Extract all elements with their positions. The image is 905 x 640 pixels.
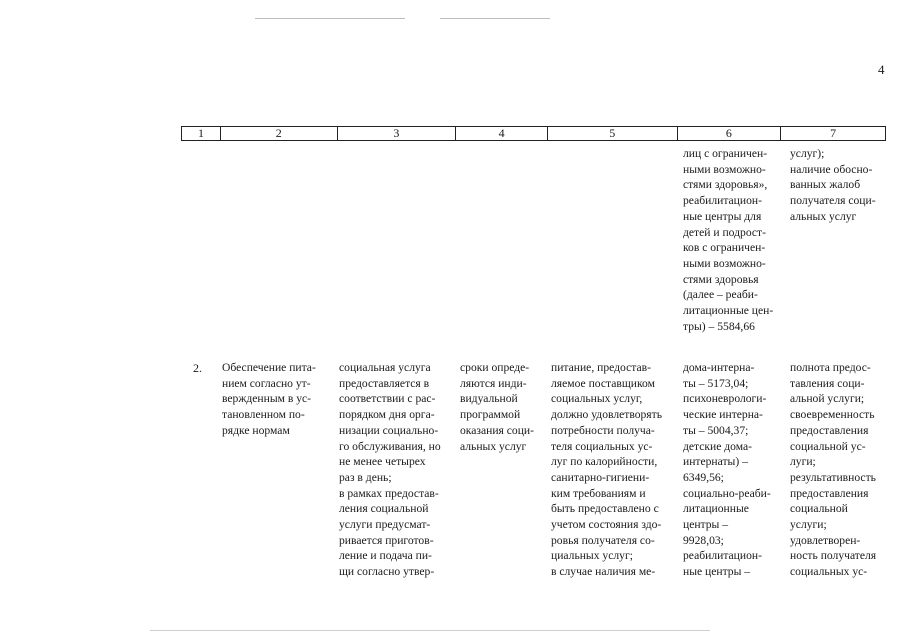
text-line: 9928,03; bbox=[683, 533, 724, 547]
text-line: ные центры для bbox=[683, 209, 762, 223]
text-line: порядком дня орга- bbox=[339, 408, 435, 422]
text-line: литационные bbox=[683, 502, 749, 516]
text-line: результативность bbox=[790, 470, 876, 484]
text-line: альной услуги; bbox=[790, 392, 865, 406]
header-cell-2: 2 bbox=[221, 127, 338, 140]
text-line: циальных услуг; bbox=[551, 549, 633, 563]
text-line: ровья получателя со- bbox=[551, 533, 655, 547]
text-line: альных услуг bbox=[790, 209, 857, 223]
text-line: ты – 5173,04; bbox=[683, 376, 749, 390]
text-line: го обслуживания, но bbox=[339, 439, 441, 453]
text-line: психоневрологи- bbox=[683, 392, 767, 406]
continuation-col6 bbox=[683, 146, 781, 334]
page-number: 4 bbox=[878, 62, 885, 77]
text-line: интернаты) – bbox=[683, 455, 748, 469]
text-line: луги; bbox=[790, 455, 816, 469]
text-line: ления социальной bbox=[339, 502, 429, 516]
text-line: соответствии с рас- bbox=[339, 392, 436, 406]
text-line: Обеспечение пита- bbox=[222, 361, 316, 374]
header-cell-3: 3 bbox=[338, 127, 457, 140]
text-line: раз в день; bbox=[339, 470, 392, 484]
text-line: санитарно-гигиени- bbox=[551, 470, 650, 484]
text-line: сроки опреде- bbox=[460, 361, 530, 374]
text-line: социальных ус- bbox=[790, 565, 868, 579]
text-line: полнота предос- bbox=[790, 361, 871, 374]
text-line: тавления соци- bbox=[790, 376, 865, 390]
text-line: луг по калорийности, bbox=[551, 455, 658, 469]
text-line: предоставления bbox=[790, 423, 869, 437]
text-line: стями здоровья», bbox=[683, 178, 768, 192]
row2-col5-standards bbox=[551, 360, 674, 580]
text-line: социально-реаби- bbox=[683, 486, 771, 500]
text-line: детские дома- bbox=[683, 439, 753, 453]
text-line: низации социально- bbox=[339, 423, 439, 437]
text-line: щи согласно утвер- bbox=[339, 565, 435, 579]
text-line: рядке нормам bbox=[222, 423, 290, 437]
text-line: литационные цен- bbox=[683, 304, 774, 318]
text-line: ление и подача пи- bbox=[339, 549, 432, 563]
row2-col4-terms bbox=[460, 360, 544, 454]
row2-col7-quality-indicators bbox=[790, 360, 887, 580]
text-line: социальная услуга bbox=[339, 361, 431, 374]
continuation-col7 bbox=[790, 146, 887, 225]
text-line: видуальной bbox=[460, 392, 518, 406]
header-cell-5: 5 bbox=[548, 127, 678, 140]
text-line: тры) – 5584,66 bbox=[683, 319, 755, 333]
text-line: стями здоровья bbox=[683, 272, 759, 286]
header-cell-4: 4 bbox=[456, 127, 548, 140]
text-line: учетом состояния здо- bbox=[551, 518, 662, 532]
text-line: лиц с ограничен- bbox=[683, 147, 768, 160]
text-line: ными возможно- bbox=[683, 256, 766, 270]
text-line: дома-интерна- bbox=[683, 361, 755, 374]
text-line: программой bbox=[460, 408, 521, 422]
text-line: (далее – реаби- bbox=[683, 288, 758, 302]
text-line: ков с ограничен- bbox=[683, 241, 766, 255]
text-line: вержденным в ус- bbox=[222, 392, 312, 406]
row-number: 2. bbox=[193, 361, 202, 375]
text-line: питание, предостав- bbox=[551, 361, 651, 374]
text-line: получателя соци- bbox=[790, 194, 876, 208]
scan-artifact-bottom bbox=[150, 630, 710, 631]
row2-col3-description bbox=[339, 360, 451, 580]
text-line: ляются инди- bbox=[460, 376, 527, 390]
text-line: потребности получа- bbox=[551, 423, 655, 437]
text-line: ванных жалоб bbox=[790, 178, 861, 192]
text-line: предоставления bbox=[790, 486, 869, 500]
text-line: удовлетворен- bbox=[790, 533, 861, 547]
scan-artifact-top-2 bbox=[440, 18, 550, 19]
header-cell-7: 7 bbox=[830, 126, 837, 140]
text-line: ким требованиям и bbox=[551, 486, 646, 500]
text-line: услуги предусмат- bbox=[339, 518, 431, 532]
text-line: альных услуг bbox=[460, 439, 527, 453]
text-line: ческие интерна- bbox=[683, 408, 763, 422]
text-line: нием согласно ут- bbox=[222, 376, 311, 390]
text-line: детей и подрост- bbox=[683, 225, 766, 239]
row2-col2-service-name bbox=[222, 360, 330, 439]
text-line: своевременность bbox=[790, 408, 875, 422]
text-line: в случае наличия ме- bbox=[551, 565, 656, 579]
text-line: социальной ус- bbox=[790, 439, 866, 453]
table-header-row bbox=[181, 126, 886, 141]
header-cell-1: 1 bbox=[182, 127, 221, 140]
text-line: ными возможно- bbox=[683, 162, 766, 176]
text-line: реабилитацион- bbox=[683, 194, 762, 208]
text-line: наличие обосно- bbox=[790, 162, 873, 176]
text-line: 6349,56; bbox=[683, 470, 724, 484]
text-line: не менее четырех bbox=[339, 455, 426, 469]
text-line: ривается приготов- bbox=[339, 533, 434, 547]
text-line: быть предоставлено с bbox=[551, 502, 659, 516]
text-line: социальной услуги; bbox=[790, 502, 848, 532]
text-line: должно удовлетворять bbox=[551, 408, 662, 422]
text-line: тановленном по- bbox=[222, 408, 305, 422]
text-line: ные центры – bbox=[683, 565, 751, 579]
text-line: ляемое поставщиком bbox=[551, 376, 655, 390]
text-line: теля социальных ус- bbox=[551, 439, 653, 453]
text-line: в рамках предостав- bbox=[339, 486, 439, 500]
row2-col6-tariffs bbox=[683, 360, 781, 580]
text-line: социальных услуг, bbox=[551, 392, 643, 406]
text-line: ты – 5004,37; bbox=[683, 423, 749, 437]
scan-artifact-top bbox=[255, 18, 405, 19]
text-line: услуг); bbox=[790, 147, 825, 160]
text-line: центры – bbox=[683, 518, 729, 532]
text-line: реабилитацион- bbox=[683, 549, 762, 563]
text-line: оказания соци- bbox=[460, 423, 534, 437]
text-line: предоставляется в bbox=[339, 376, 430, 390]
text-line: ность получателя bbox=[790, 549, 877, 563]
header-cell-6: 6 bbox=[678, 127, 782, 140]
